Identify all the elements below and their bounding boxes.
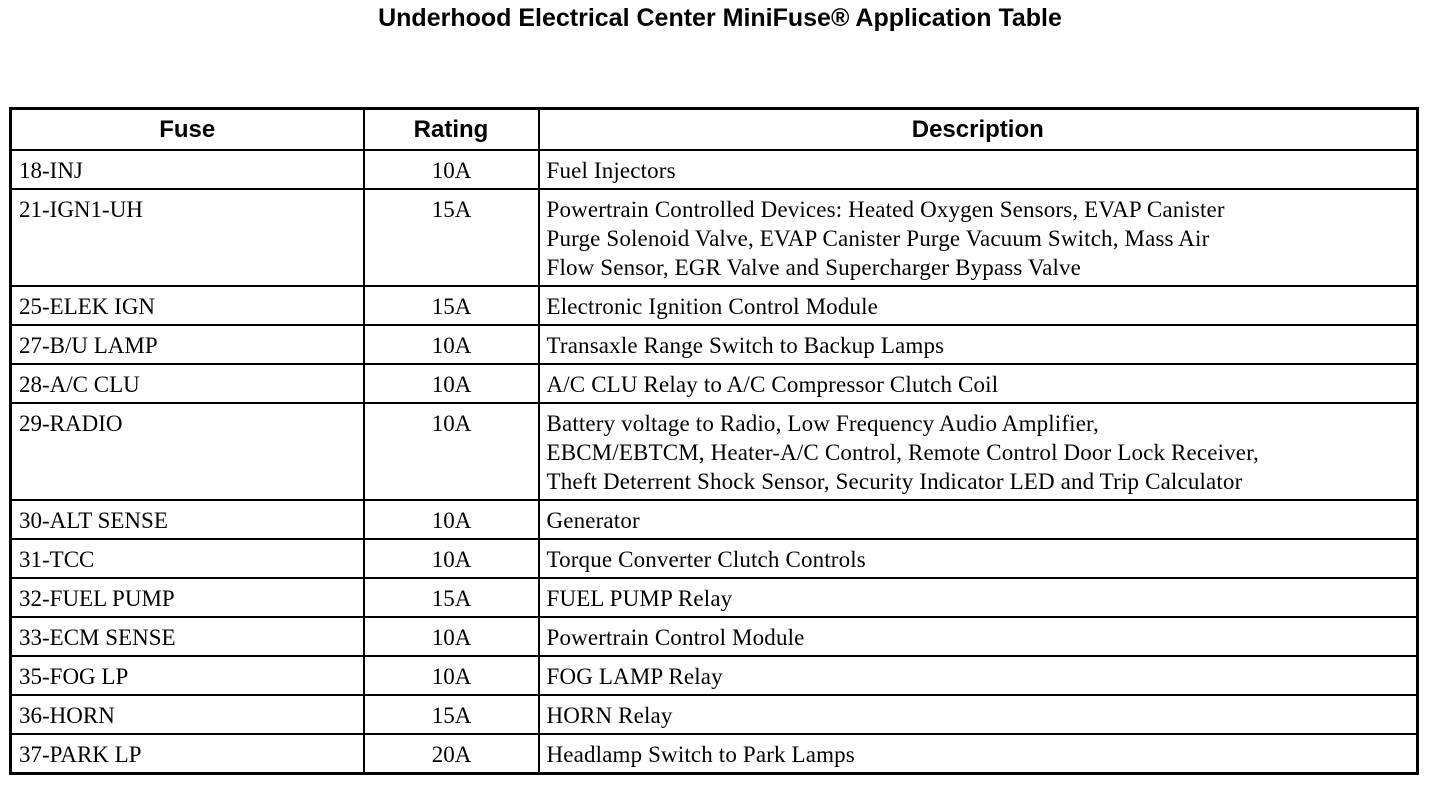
fuse-cell: 27-B/U LAMP bbox=[11, 325, 364, 364]
description-line: FUEL PUMP Relay bbox=[546, 586, 733, 611]
fuse-cell: 37-PARK LP bbox=[11, 734, 364, 774]
description-cell bbox=[539, 656, 1418, 695]
description-cell bbox=[539, 539, 1418, 578]
description-line: Powertrain Controlled Devices: Heated Oxygen Sensors, EVAP Canister bbox=[546, 197, 1225, 222]
table-row bbox=[11, 578, 1418, 617]
description-cell bbox=[539, 578, 1418, 617]
table-header-row bbox=[11, 109, 1418, 151]
table-row bbox=[11, 500, 1418, 539]
rating-cell: 10A bbox=[364, 500, 539, 539]
table-row bbox=[11, 617, 1418, 656]
description-line: Theft Deterrent Shock Sensor, Security Indicator LED and Trip Calculator bbox=[546, 469, 1243, 494]
description-line: Fuel Injectors bbox=[546, 158, 676, 183]
fuse-cell: 32-FUEL PUMP bbox=[11, 578, 364, 617]
rating-cell: 15A bbox=[364, 189, 539, 286]
fuse-cell: 18-INJ bbox=[11, 150, 364, 189]
description-cell bbox=[539, 500, 1418, 539]
rating-cell: 10A bbox=[364, 656, 539, 695]
description-line: EBCM/EBTCM, Heater-A/C Control, Remote Control Door Lock Receiver, bbox=[546, 440, 1259, 465]
fuse-cell: 33-ECM SENSE bbox=[11, 617, 364, 656]
fuse-cell: 25-ELEK IGN bbox=[11, 286, 364, 325]
table-row bbox=[11, 539, 1418, 578]
table-row bbox=[11, 286, 1418, 325]
rating-cell: 10A bbox=[364, 539, 539, 578]
table-row bbox=[11, 403, 1418, 500]
table-row bbox=[11, 150, 1418, 189]
fuse-cell: 35-FOG LP bbox=[11, 656, 364, 695]
description-line: Electronic Ignition Control Module bbox=[546, 294, 879, 319]
column-header-fuse: Fuse bbox=[11, 109, 364, 151]
table-row bbox=[11, 325, 1418, 364]
table-row bbox=[11, 695, 1418, 734]
description-line: Transaxle Range Switch to Backup Lamps bbox=[546, 333, 945, 358]
fuse-cell: 28-A/C CLU bbox=[11, 364, 364, 403]
description-cell bbox=[539, 403, 1418, 500]
rating-cell: 10A bbox=[364, 617, 539, 656]
column-header-description: Description bbox=[539, 109, 1418, 151]
table-body bbox=[11, 150, 1418, 774]
description-cell bbox=[539, 364, 1418, 403]
rating-cell: 15A bbox=[364, 695, 539, 734]
description-line: Generator bbox=[546, 508, 640, 533]
table-row bbox=[11, 364, 1418, 403]
table-row bbox=[11, 656, 1418, 695]
description-cell bbox=[539, 286, 1418, 325]
description-line: HORN Relay bbox=[546, 703, 673, 728]
page-title: Underhood Electrical Center MiniFuse® Application Table bbox=[378, 4, 1062, 32]
fuse-cell: 30-ALT SENSE bbox=[11, 500, 364, 539]
rating-cell: 15A bbox=[364, 286, 539, 325]
description-line: Flow Sensor, EGR Valve and Supercharger Bypass Valve bbox=[546, 255, 1082, 280]
description-cell bbox=[539, 325, 1418, 364]
description-line: A/C CLU Relay to A/C Compressor Clutch Coil bbox=[546, 372, 999, 397]
rating-cell: 10A bbox=[364, 403, 539, 500]
fuse-cell: 36-HORN bbox=[11, 695, 364, 734]
description-cell bbox=[539, 189, 1418, 286]
fuse-application-table bbox=[9, 107, 1419, 775]
table-row bbox=[11, 734, 1418, 774]
description-line: Battery voltage to Radio, Low Frequency Audio Amplifier, bbox=[546, 411, 1099, 436]
rating-cell: 10A bbox=[364, 325, 539, 364]
description-line: FOG LAMP Relay bbox=[546, 664, 723, 689]
fuse-cell: 31-TCC bbox=[11, 539, 364, 578]
fuse-cell: 29-RADIO bbox=[11, 403, 364, 500]
rating-cell: 10A bbox=[364, 364, 539, 403]
description-line: Powertrain Control Module bbox=[546, 625, 805, 650]
rating-cell: 10A bbox=[364, 150, 539, 189]
rating-cell: 15A bbox=[364, 578, 539, 617]
table-row bbox=[11, 189, 1418, 286]
description-cell bbox=[539, 734, 1418, 774]
description-cell bbox=[539, 617, 1418, 656]
description-line: Purge Solenoid Valve, EVAP Canister Purge Vacuum Switch, Mass Air bbox=[546, 226, 1210, 251]
description-cell bbox=[539, 695, 1418, 734]
rating-cell: 20A bbox=[364, 734, 539, 774]
description-line: Headlamp Switch to Park Lamps bbox=[546, 742, 855, 767]
column-header-rating: Rating bbox=[364, 109, 539, 151]
description-cell bbox=[539, 150, 1418, 189]
fuse-cell: 21-IGN1-UH bbox=[11, 189, 364, 286]
description-line: Torque Converter Clutch Controls bbox=[546, 547, 866, 572]
